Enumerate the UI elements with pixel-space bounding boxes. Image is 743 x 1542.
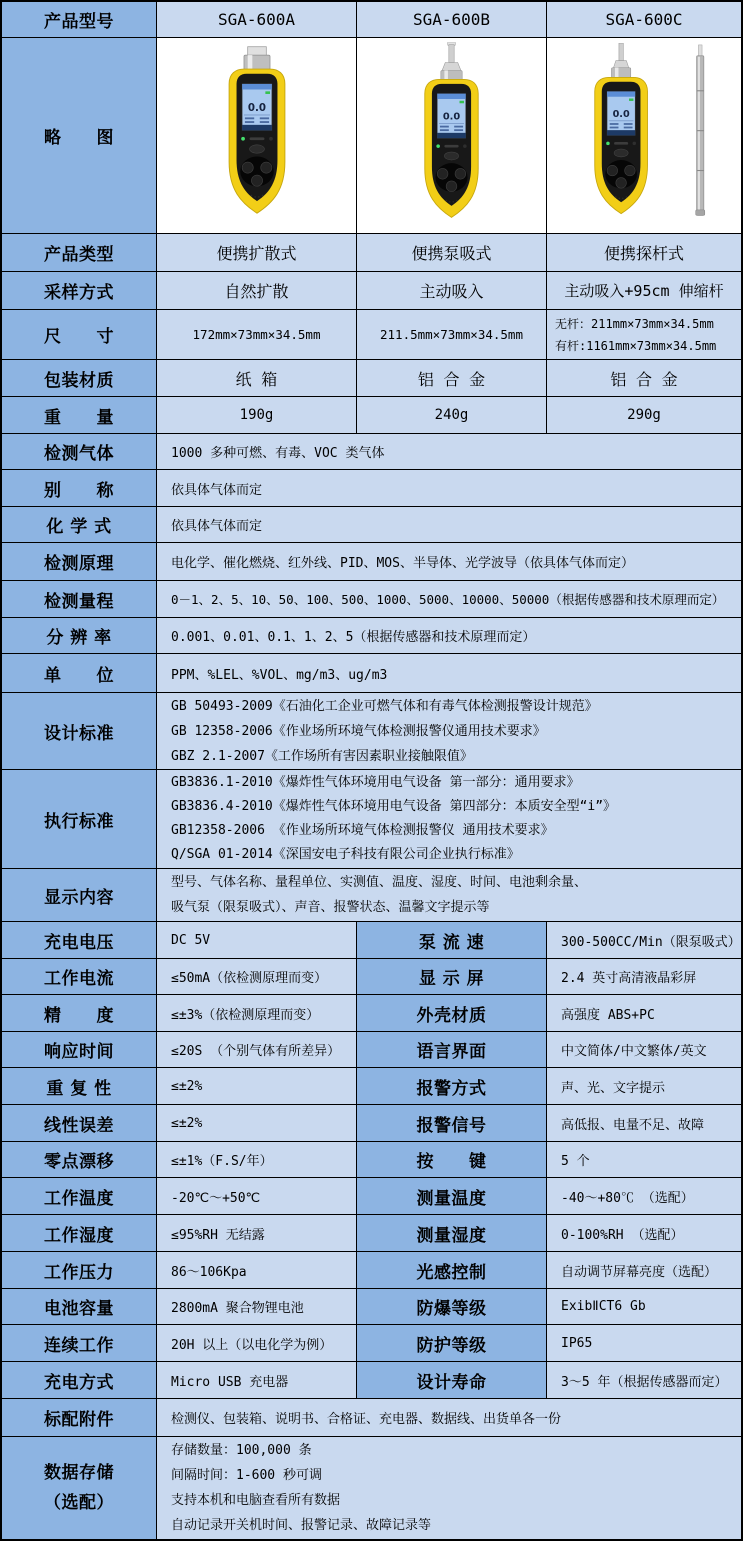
row-display-content [2,869,741,922]
weight-c: 290g [547,397,741,433]
row-charging-voltage-pump-flow [2,922,741,959]
row-label: 报警信号 [357,1105,547,1141]
sga-600b-device-image [398,42,505,229]
header-row [2,2,741,38]
data-storage-line: 存储数量：100,000 条 [171,1443,312,1458]
explosion-proof-value: ExibⅡCT6 Gb [547,1289,741,1324]
display-content-line: 吸气泵（限泵吸式）、声音、报警状态、温馨文字提示等 [171,900,490,915]
sampling-c: 主动吸入+95cm 伸缩杆 [547,272,741,309]
row-working-humidity-measure-humidity [2,1215,741,1252]
row-label: 防爆等级 [357,1289,547,1324]
row-label: 设计标准 [2,693,157,769]
data-storage-value [157,1437,741,1539]
data-storage-label-line2: （选配） [44,1493,114,1513]
dimensions-c [547,310,741,359]
pump-flow-value: 300-500CC/Min（限泵吸式） [547,922,741,958]
accuracy-value: ≤±3%（依检测原理而变） [157,995,357,1031]
row-packaging [2,360,741,397]
row-label: 语言界面 [357,1032,547,1067]
row-label: 工作电流 [2,959,157,994]
row-design-standards [2,693,741,770]
row-label: 响应时间 [2,1032,157,1067]
row-product-type [2,234,741,272]
row-standard-accessories [2,1399,741,1437]
row-data-storage [2,1437,741,1539]
execution-standards-value [157,770,741,868]
row-label: 重 量 [2,397,157,433]
row-label: 分 辨 率 [2,618,157,653]
row-dimensions [2,310,741,360]
design-standard-line: GB 12358-2006《作业场所环境气体检测报警仪通用技术要求》 [171,723,546,739]
row-detection-range [2,581,741,618]
row-label: 工作温度 [2,1178,157,1214]
product-type-a: 便携扩散式 [157,234,357,271]
row-label: 防护等级 [357,1325,547,1361]
row-label: 光感控制 [357,1252,547,1288]
charging-method-value: Micro USB 充电器 [157,1362,357,1398]
dimensions-b: 211.5mm×73mm×34.5mm [357,310,547,359]
row-label: 电池容量 [2,1289,157,1324]
row-alias [2,470,741,507]
telescopic-probe-image [695,44,704,214]
row-label: 工作湿度 [2,1215,157,1251]
row-label: 标配附件 [2,1399,157,1436]
product-type-b: 便携泵吸式 [357,234,547,271]
working-temperature-value: -20℃～+50℃ [157,1178,357,1214]
execution-standard-line: GB12358-2006 《作业场所环境气体检测报警仪 通用技术要求》 [171,823,554,838]
design-standard-line: GB 50493-2009《石油化工企业可燃气体和有毒气体检测报警设计规范》 [171,698,598,714]
row-label: 别 称 [2,470,157,506]
row-repeatability-alarm-mode [2,1068,741,1105]
dimensions-a: 172mm×73mm×34.5mm [157,310,357,359]
row-label: 零点漂移 [2,1142,157,1177]
sketch-row [2,38,741,234]
data-storage-line: 支持本机和电脑查看所有数据 [171,1493,341,1508]
row-label: 单 位 [2,654,157,692]
row-label: 检测量程 [2,581,157,617]
alias-value: 依具体气体而定 [157,470,741,506]
model-name-b: SGA-600B [357,2,547,37]
row-label: 尺 寸 [2,310,157,359]
design-life-value: 3～5 年（根据传感器而定） [547,1362,741,1398]
row-units [2,654,741,693]
linearity-error-value: ≤±2% [157,1105,357,1141]
execution-standard-line: GB3836.4-2010《爆炸性气体环境用电气设备 第四部分：本质安全型“i”》 [171,799,617,814]
row-label: 化 学 式 [2,507,157,542]
svg-text:0.0: 0.0 [612,108,630,120]
row-label: 泵 流 速 [357,922,547,958]
row-accuracy-shell [2,995,741,1032]
data-storage-line: 自动记录开关机时间、报警记录、故障记录等 [171,1518,432,1533]
row-label: 测量湿度 [357,1215,547,1251]
alarm-signal-value: 高低报、电量不足、故障 [547,1105,741,1141]
data-storage-line: 间隔时间：1-600 秒可调 [171,1468,322,1483]
row-working-temp-measure-temp [2,1178,741,1215]
row-working-current-display [2,959,741,995]
row-label: 线性误差 [2,1105,157,1141]
display-content-value [157,869,741,921]
sga-600a-photo-cell [157,38,357,233]
design-standards-value [157,693,741,769]
measure-humidity-value: 0-100%RH （选配） [547,1215,741,1251]
sga-600a-device-image [201,43,313,229]
row-label: 采样方式 [2,272,157,309]
sga-600c-photo-cell [547,38,741,233]
row-label: 充电电压 [2,922,157,958]
model-name-a: SGA-600A [157,2,357,37]
detection-principle-value: 电化学、催化燃烧、红外线、PID、MOS、半导体、光学波导（依具体气体而定） [157,543,741,580]
zero-drift-value: ≤±1%（F.S/年） [157,1142,357,1177]
row-label: 连续工作 [2,1325,157,1361]
row-continuous-work-protection [2,1325,741,1362]
row-label: 显 示 屏 [357,959,547,994]
row-label [2,1437,157,1539]
model-name-c: SGA-600C [547,2,741,37]
packaging-c: 铝 合 金 [547,360,741,396]
row-label: 重 复 性 [2,1068,157,1104]
row-response-time-language [2,1032,741,1068]
row-sampling-method [2,272,741,310]
row-label: 工作压力 [2,1252,157,1288]
row-label: 外壳材质 [357,995,547,1031]
row-resolution [2,618,741,654]
working-pressure-value: 86～106Kpa [157,1252,357,1288]
design-standard-line: GBZ 2.1-2007《工作场所有害因素职业接触限值》 [171,748,473,764]
row-label: 检测气体 [2,434,157,469]
header-label: 产品型号 [2,2,157,37]
row-charging-method-design-life [2,1362,741,1399]
row-chemical-formula [2,507,741,543]
row-label: 执行标准 [2,770,157,868]
dimensions-c-line2: 有杆:1161mm×73mm×34.5mm [555,338,717,353]
working-humidity-value: ≤95%RH 无结露 [157,1215,357,1251]
sampling-b: 主动吸入 [357,272,547,309]
sampling-a: 自然扩散 [157,272,357,309]
row-label: 精 度 [2,995,157,1031]
row-execution-standards [2,770,741,869]
weight-a: 190g [157,397,357,433]
battery-capacity-value: 2800mA 聚合物锂电池 [157,1289,357,1324]
row-label: 测量温度 [357,1178,547,1214]
data-storage-label-line1: 数据存储 [44,1463,114,1483]
row-label: 充电方式 [2,1362,157,1398]
svg-text:0.0: 0.0 [442,111,461,123]
packaging-b: 铝 合 金 [357,360,547,396]
working-current-value: ≤50mA（依检测原理而变） [157,959,357,994]
row-working-pressure-light-control [2,1252,741,1289]
chemical-formula-value: 依具体气体而定 [157,507,741,542]
sketch-label: 略 图 [2,38,157,233]
svg-text:0.0: 0.0 [247,102,266,114]
execution-standard-line: Q/SGA 01-2014《深国安电子科技有限公司企业执行标准》 [171,847,520,862]
accessories-value: 检测仪、包装箱、说明书、合格证、充电器、数据线、出货单各一份 [157,1399,741,1436]
buttons-count-value: 5 个 [547,1142,741,1177]
dimensions-c-line1: 无杆：211mm×73mm×34.5mm [555,316,714,331]
row-detected-gases [2,434,741,470]
row-zero-drift-buttons [2,1142,741,1178]
execution-standard-line: GB3836.1-2010《爆炸性气体环境用电气设备 第一部分：通用要求》 [171,775,580,790]
protection-rating-value: IP65 [547,1325,741,1361]
row-label: 报警方式 [357,1068,547,1104]
row-label: 检测原理 [2,543,157,580]
row-linearity-alarm-signal [2,1105,741,1142]
product-type-c: 便携探杆式 [547,234,741,271]
charging-voltage-value: DC 5V [157,922,357,958]
detected-gases-value: 1000 多种可燃、有毒、VOC 类气体 [157,434,741,469]
continuous-work-value: 20H 以上（以电化学为例） [157,1325,357,1361]
display-content-line: 型号、气体名称、量程单位、实测值、温度、湿度、时间、电池剩余量、 [171,875,588,890]
shell-material-value: 高强度 ABS+PC [547,995,741,1031]
resolution-value: 0.001、0.01、0.1、1、2、5（根据传感器和技术原理而定） [157,618,741,653]
response-time-value: ≤20S （个别气体有所差异） [157,1032,357,1067]
row-battery-explosion-proof [2,1289,741,1325]
row-weight [2,397,741,434]
row-label: 产品类型 [2,234,157,271]
alarm-mode-value: 声、光、文字提示 [547,1068,741,1104]
light-control-value: 自动调节屏幕亮度（选配） [547,1252,741,1288]
weight-b: 240g [357,397,547,433]
row-detection-principle [2,543,741,581]
row-label: 按 键 [357,1142,547,1177]
repeatability-value: ≤±2% [157,1068,357,1104]
row-label: 包装材质 [2,360,157,396]
sga-600b-photo-cell [357,38,547,233]
detection-range-value: 0－1、2、5、10、50、100、500、1000、5000、10000、50000（根据传感器和技术原理而定） [157,581,741,617]
sga-600c-device-image [572,43,717,229]
packaging-a: 纸 箱 [157,360,357,396]
row-label: 显示内容 [2,869,157,921]
language-value: 中文简体/中文繁体/英文 [547,1032,741,1067]
measure-temperature-value: -40～+80℃ （选配） [547,1178,741,1214]
row-label: 设计寿命 [357,1362,547,1398]
units-value: PPM、%LEL、%VOL、mg/m3、ug/m3 [157,654,741,692]
display-screen-value: 2.4 英寸高清液晶彩屏 [547,959,741,994]
